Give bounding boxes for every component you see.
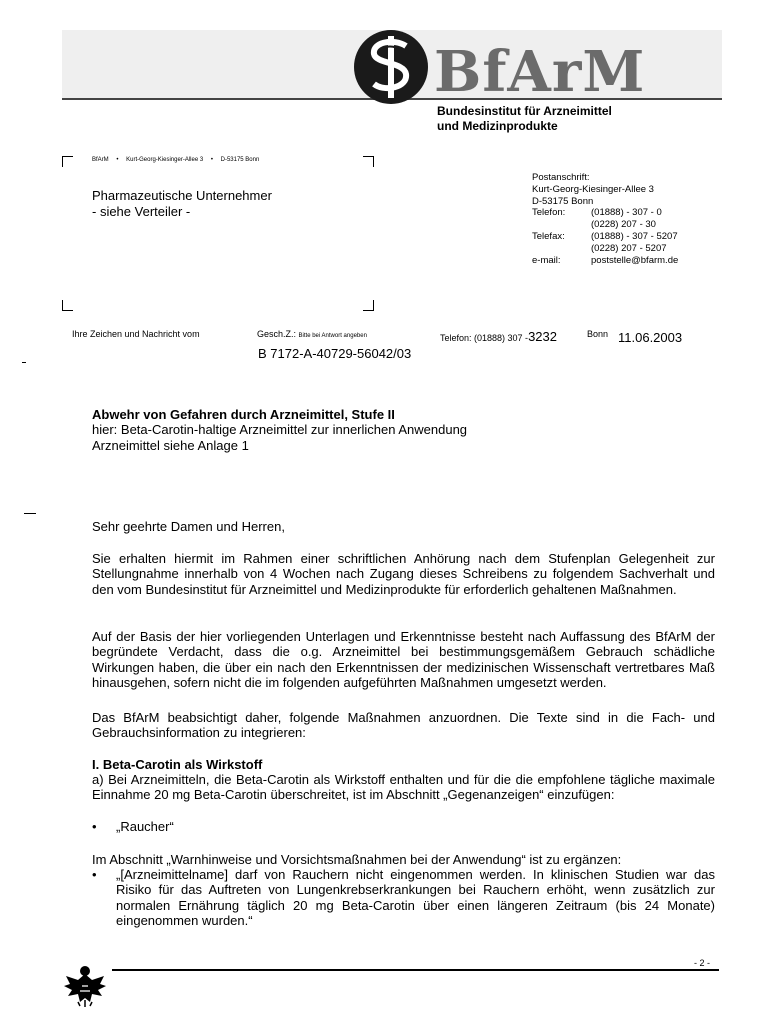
postal-city: D-53175 Bonn: [532, 195, 594, 207]
paragraph-2: Auf der Basis der hier vorliegenden Unterlagen und Erkenntnisse besteht nach Auffassung des BfArM der begründete Verdacht, dass die o.g. Arzneimittel bei bestimmungsgemäßem Gebrauch schädliche Wirkungen haben, die über ein nach den Erkenntnissen der medizinischen Wissenschaft vertretbares Maß hinausgehen, sofern nicht die im folgenden aufgeführten Maßnahmen umgesetzt werden.: [92, 629, 715, 690]
phone-value-1: (01888) - 307 - 0: [591, 207, 662, 219]
paragraph-5: Im Abschnitt „Warnhinweise und Vorsichtsmaßnahmen bei der Anwendung“ ist zu ergänzen:: [92, 852, 622, 867]
phone-extension: 3232: [528, 329, 557, 344]
phone-value-2: (0228) 207 - 30: [591, 219, 656, 231]
file-number: B 7172-A-40729-56042/03: [258, 346, 412, 361]
bullet-icon: •: [92, 819, 97, 834]
subject-block: [92, 407, 715, 453]
sender-line: BfArM • Kurt-Georg-Kiesinger-Allee 3 • D-53175 Bonn: [92, 157, 260, 163]
page-number: - 2 -: [694, 958, 711, 968]
window-corner-tr: [363, 156, 374, 167]
bullet-icon: •: [92, 867, 97, 882]
recipient-line-1: Pharmazeutische Unternehmer: [92, 188, 272, 203]
postal-label: Postanschrift:: [532, 172, 590, 183]
institute-line-1: Bundesinstitut für Arzneimittel: [437, 104, 612, 118]
fold-mark-1: [22, 362, 26, 363]
section-heading: I. Beta-Carotin als Wirkstoff: [92, 757, 263, 772]
phone-label: Telefon:: [532, 207, 566, 219]
postal-info: [532, 172, 678, 266]
bfarm-logo-icon: [354, 30, 428, 104]
salutation: Sehr geehrte Damen und Herren,: [92, 519, 285, 534]
paragraph-4: a) Bei Arzneimitteln, die Beta-Carotin als Wirkstoff enthalten und für die die empfohlene tägliche maximale Einnahme 20 mg Beta-Carotin überschreitet, ist im Abschnitt „Gegenanzeigen“ einzufügen:: [92, 772, 715, 803]
bullet-text-1: „Raucher“: [116, 819, 174, 834]
subject-line-3: Arzneimittel siehe Anlage 1: [92, 437, 249, 453]
fold-mark-2: [24, 513, 36, 514]
brand-wordmark: BfArM: [434, 39, 646, 105]
email-label: e-mail:: [532, 254, 561, 266]
file-number-label: Gesch.Z.: Bitte bei Antwort angeben: [257, 329, 367, 339]
subject-line-2: hier: Beta-Carotin-haltige Arzneimittel zur innerlichen Anwendung: [92, 422, 468, 438]
fax-label: Telefax:: [532, 230, 565, 242]
recipient-line-2: - siehe Verteiler -: [92, 204, 191, 219]
paragraph-1: Sie erhalten hiermit im Rahmen einer schriftlichen Anhörung nach dem Stufenplan Gelegenheit zur Stellungnahme innerhalb von 4 Wochen nach Zugang dieses Schreibens zu folgendem Sachverhalt und den vom Bundesinstitut für Arzneimittel und Medizinprodukte für erforderlich gehaltenen Maßnahmen.: [92, 551, 715, 597]
bullet-item-2: [92, 867, 715, 928]
window-corner-tl: [62, 156, 73, 167]
place-label: Bonn: [587, 329, 609, 339]
email-value[interactable]: poststelle@bfarm.de: [591, 254, 679, 266]
federal-eagle-icon: [62, 962, 108, 1013]
fax-value-1: (01888) - 307 - 5207: [591, 230, 678, 242]
your-reference-label: Ihre Zeichen und Nachricht vom: [72, 329, 200, 339]
institute-name: [437, 104, 612, 134]
letter-date: 11.06.2003: [618, 330, 683, 345]
bullet-text-2: „[Arzneimittelname] darf von Rauchern nicht eingenommen werden. In klinischen Studien war das Risiko für das Auftreten von Lungenkrebserkrankungen bei Rauchern erhöht, wenn zusätzlich zur normalen Ernährung täglich 20 mg Beta-Carotin über einen längeren Zeitraum (bis 24 Monate) eingenommen wurden.“: [116, 867, 715, 928]
institute-line-2: und Medizinprodukte: [437, 119, 558, 133]
contact-table: [532, 207, 678, 266]
postal-street: Kurt-Georg-Kiesinger-Allee 3: [532, 183, 654, 195]
phone-reference: Telefon: (01888) 307 -3232: [440, 329, 557, 344]
fax-value-2: (0228) 207 - 5207: [591, 242, 667, 254]
subject-title: Abwehr von Gefahren durch Arzneimittel, Stufe II: [92, 407, 395, 422]
paragraph-3: Das BfArM beabsichtigt daher, folgende Maßnahmen anzuordnen. Die Texte sind in die Fach- und Gebrauchsinformation zu integrieren:: [92, 710, 715, 741]
footer-rule: [112, 969, 719, 971]
bullet-item-1: [92, 819, 715, 834]
recipient-address: [92, 188, 272, 220]
window-corner-bl: [62, 300, 73, 311]
window-corner-br: [363, 300, 374, 311]
